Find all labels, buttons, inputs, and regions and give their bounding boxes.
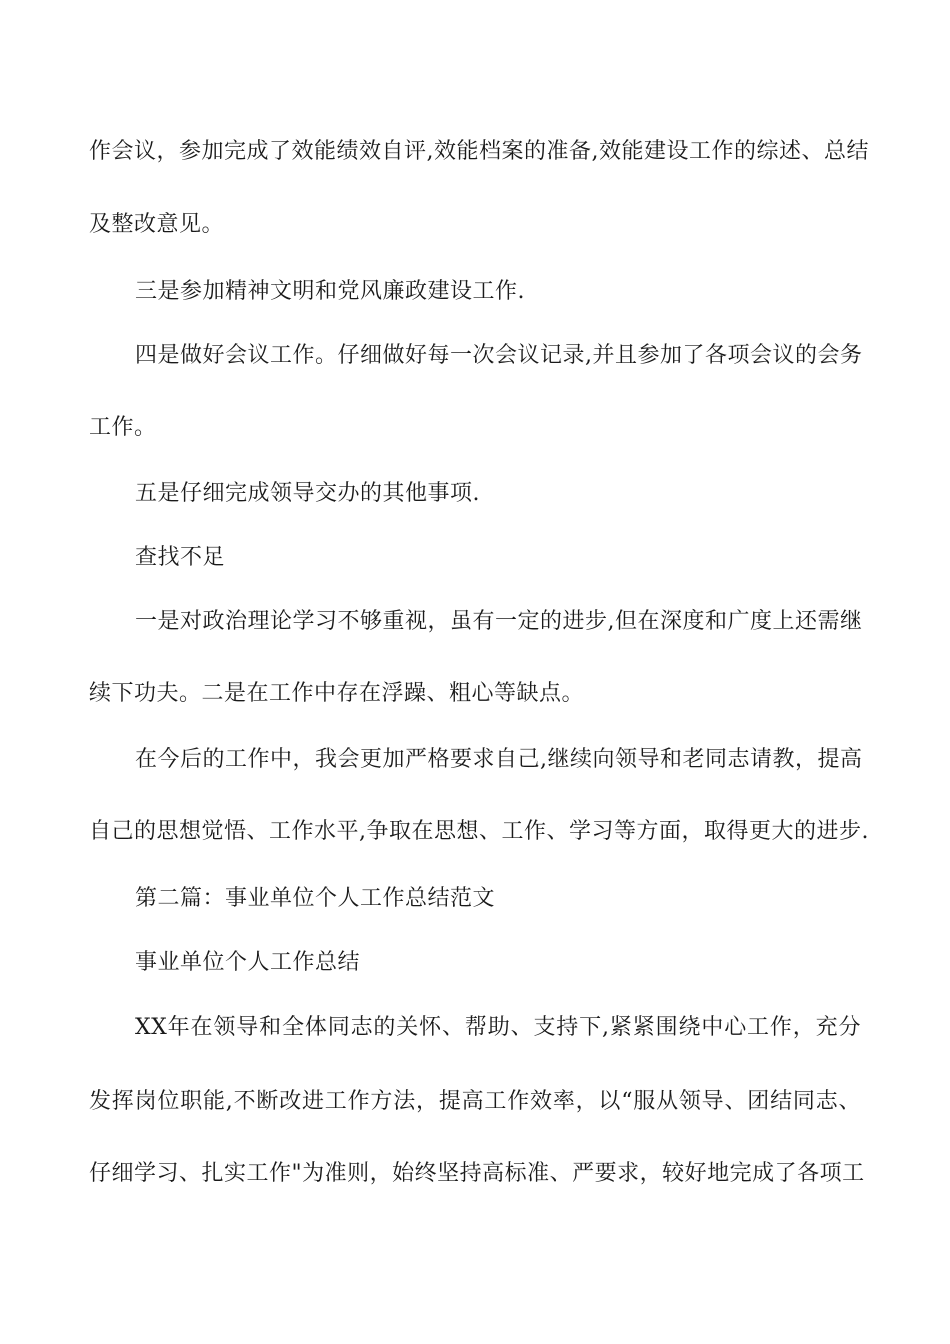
text-line: 自己的思想觉悟、工作水平,争取在思想、工作、学习等方面，取得更大的进步. (89, 819, 869, 844)
text-line: 发挥岗位职能,不断改进工作方法，提高工作效率，以“服从领导、团结同志、 (89, 1089, 861, 1114)
section-heading: 查找不足 (135, 545, 226, 570)
text-line: 仔细学习、扎实工作"为准则，始终坚持高标准、严要求，较好地完成了各项工 (89, 1161, 865, 1186)
text-line: 作会议，参加完成了效能绩效自评,效能档案的准备,效能建设工作的综述、总结 (89, 139, 869, 164)
text-line: 工作。 (89, 415, 157, 440)
text-line: 续下功夫。二是在工作中存在浮躁、粗心等缺点。 (89, 681, 585, 706)
text-line: 四是做好会议工作。仔细做好每一次会议记录,并且参加了各项会议的会务 (135, 343, 863, 368)
text-line: 及整改意见。 (89, 212, 225, 237)
document-title: 事业单位个人工作总结 (135, 950, 361, 975)
text-line: 在今后的工作中，我会更加严格要求自己,继续向领导和老同志请教，提高 (135, 747, 863, 772)
text-line: 五是仔细完成领导交办的其他事项. (135, 481, 480, 506)
text-line: XX年在领导和全体同志的关怀、帮助、支持下,紧紧围绕中心工作，充分 (135, 1015, 861, 1040)
text-line: 三是参加精神文明和党风廉政建设工作. (135, 279, 525, 304)
text-line: 一是对政治理论学习不够重视，虽有一定的进步,但在深度和广度上还需继 (135, 609, 863, 634)
chapter-heading: 第二篇：事业单位个人工作总结范文 (135, 886, 496, 911)
